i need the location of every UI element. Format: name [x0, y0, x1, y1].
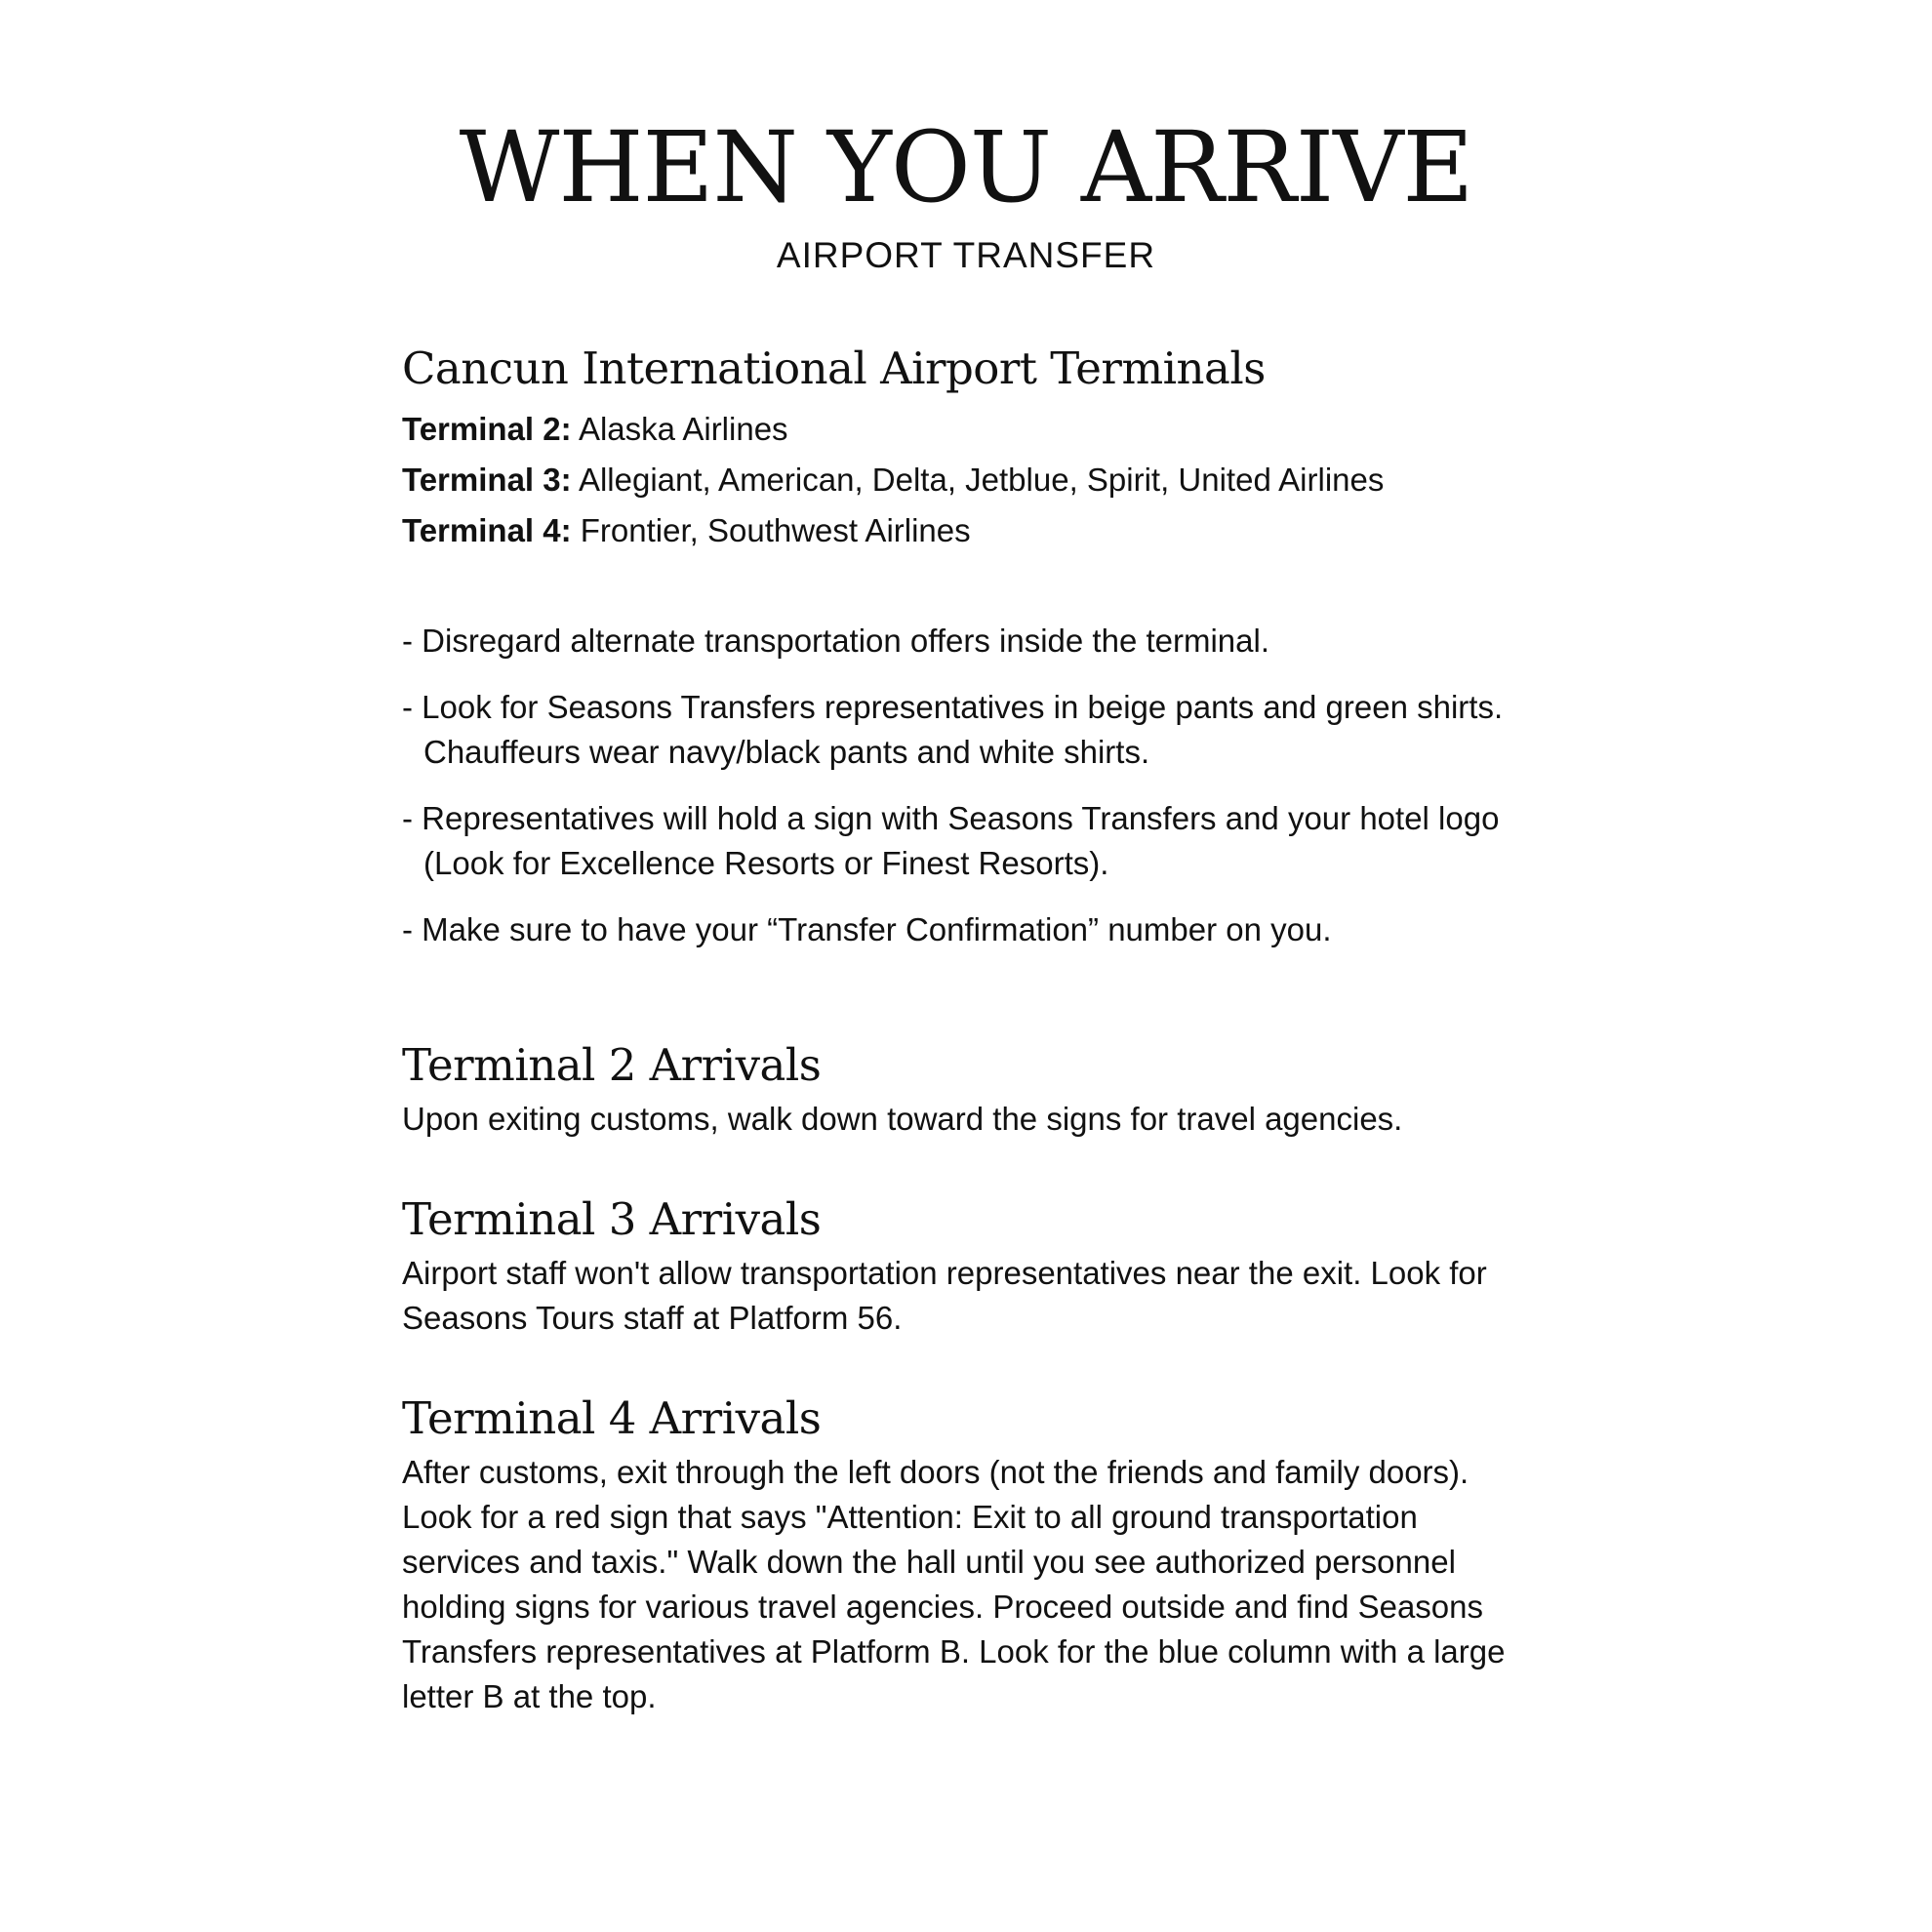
- terminal-item: [402, 505, 1524, 556]
- main-content: [402, 340, 1524, 1719]
- tip-item: - Representatives will hold a sign with Seasons Transfers and your hotel logo (Look for Excellence Resorts or Finest Resorts).: [402, 800, 1500, 881]
- terminal-2-heading: Terminal 2 Arrivals: [402, 1039, 822, 1091]
- page-subtitle: AIRPORT TRANSFER: [776, 235, 1156, 275]
- page-title: WHEN YOU ARRIVE: [459, 110, 1473, 224]
- tips-list: [402, 619, 1524, 952]
- terminal-airlines: Frontier, Southwest Airlines: [571, 512, 971, 548]
- tip-item: - Disregard alternate transportation offers inside the terminal.: [402, 623, 1270, 659]
- terminal-4-heading: Terminal 4 Arrivals: [402, 1392, 822, 1444]
- terminal-3-heading: Terminal 3 Arrivals: [402, 1193, 822, 1245]
- terminals-heading: Cancun International Airport Terminals: [402, 342, 1266, 394]
- terminal-3-section: [402, 1190, 1524, 1341]
- terminal-3-text: Airport staff won't allow transportation representatives near the exit. Look for Seasons Tours staff at Platform 56.: [402, 1255, 1487, 1336]
- terminal-airlines: Alaska Airlines: [571, 411, 788, 447]
- terminal-item: [402, 455, 1524, 505]
- tip-item: - Look for Seasons Transfers representatives in beige pants and green shirts. Chauffeurs wear navy/black pants and white shirts.: [402, 689, 1504, 770]
- tip-item: - Make sure to have your “Transfer Confirmation” number on you.: [402, 911, 1332, 947]
- terminal-airlines: Allegiant, American, Delta, Jetblue, Spirit, United Airlines: [571, 462, 1385, 498]
- terminal-2-section: [402, 1036, 1524, 1142]
- terminal-4-section: [402, 1389, 1524, 1719]
- terminal-4-text: After customs, exit through the left doors (not the friends and family doors). Look for a red sign that says "Attention: Exit to all ground transportation services and taxis." Walk down the hall until you see authorized personnel holding signs for various travel agencies. Proceed outside and find Seasons Transfers representatives at Platform B. Look for the blue column with a large letter B at the top.: [402, 1454, 1506, 1714]
- terminal-label: Terminal 4:: [402, 512, 572, 548]
- terminal-item: [402, 404, 1524, 455]
- terminal-label: Terminal 2:: [402, 411, 572, 447]
- terminal-label: Terminal 3:: [402, 462, 572, 498]
- terminal-2-text: Upon exiting customs, walk down toward the signs for travel agencies.: [402, 1101, 1403, 1137]
- terminal-list: [402, 404, 1524, 556]
